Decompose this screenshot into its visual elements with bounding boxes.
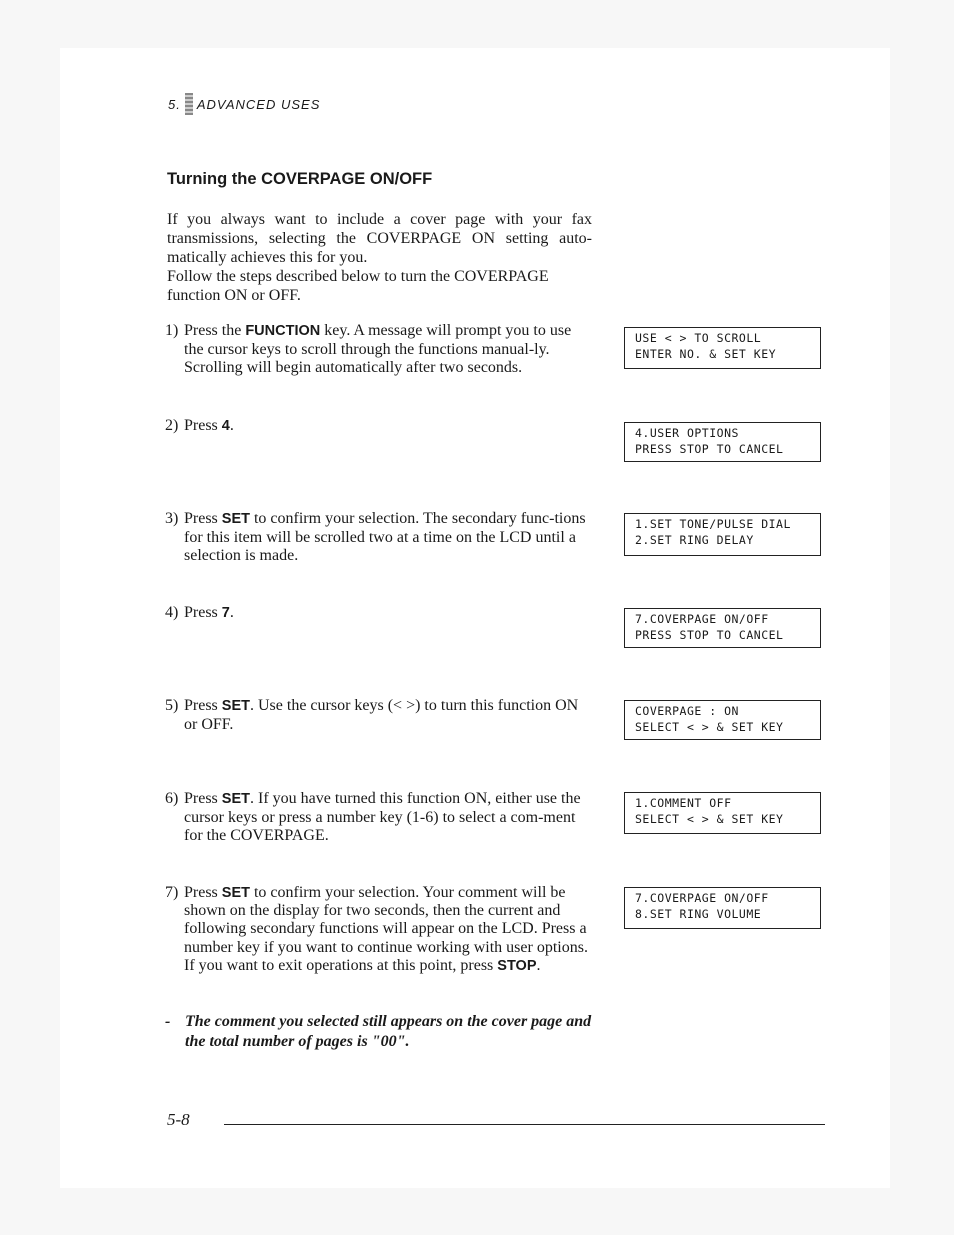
lcd-line-1: 1.COMMENT OFF (635, 796, 732, 810)
key-name: SET (221, 791, 250, 807)
step-number: 3) (165, 510, 179, 527)
lcd-line-2: ENTER NO. & SET KEY (635, 347, 777, 361)
key-name: FUNCTION (245, 323, 321, 339)
lcd-display-4 (624, 608, 821, 648)
step-text: Press the FUNCTION key. A message will prompt you to use the cursor keys to scroll through the functions manual-ly. Scrolling will begin automatically after two seconds. (184, 322, 572, 376)
step-1 (165, 322, 593, 378)
lcd-display-7 (624, 887, 821, 929)
step-7 (165, 884, 593, 975)
step-text: Press SET to confirm your selection. Your comment will be shown on the display for two seconds, then the current and following secondary functions will appear on the LCD. Press a number key if you want to continue working with user options. If you want to exit operations at this point, press STOP. (184, 884, 588, 974)
lcd-line-1: 4.USER OPTIONS (635, 426, 739, 440)
note (165, 1012, 595, 1052)
page-number: 5-8 (167, 1110, 190, 1129)
lcd-display-6 (624, 792, 821, 834)
step-number: 4) (165, 604, 179, 621)
step-text: Press 4. (184, 417, 234, 434)
intro-paragraph-1: If you always want to include a cover page with your fax transmissions, selecting the COVERPAGE ON setting auto-matically achieves this for you. (167, 211, 592, 266)
step-number: 1) (165, 322, 179, 339)
key-name: SET (221, 698, 250, 714)
chapter-title: ADVANCED USES (196, 96, 321, 112)
step-6 (165, 790, 593, 846)
lcd-line-2: PRESS STOP TO CANCEL (635, 628, 784, 642)
key-name: SET (221, 885, 250, 901)
lcd-line-2: PRESS STOP TO CANCEL (635, 442, 784, 456)
key-name: 7 (221, 605, 230, 621)
lcd-display-2 (624, 422, 821, 462)
lcd-line-1: COVERPAGE : ON (635, 704, 739, 718)
step-text: Press SET. Use the cursor keys (< >) to turn this function ON or OFF. (184, 697, 579, 733)
lcd-display-1 (624, 327, 821, 369)
step-text: Press 7. (184, 604, 234, 621)
lcd-line-2: 2.SET RING DELAY (635, 533, 754, 547)
step-number: 6) (165, 790, 179, 807)
lcd-line-1: USE < > TO SCROLL (635, 331, 762, 345)
chapter-number: 5. (168, 96, 181, 112)
section-title: Turning the COVERPAGE ON/OFF (167, 170, 433, 188)
lcd-line-2: SELECT < > & SET KEY (635, 720, 784, 734)
step-3 (165, 510, 593, 566)
lcd-display-5 (624, 700, 821, 740)
lcd-line-2: SELECT < > & SET KEY (635, 812, 784, 826)
lcd-display-3 (624, 513, 821, 556)
lcd-line-2: 8.SET RING VOLUME (635, 907, 762, 921)
note-text: The comment you selected still appears on the cover page and the total number of pages is "00". (185, 1013, 592, 1050)
running-header (168, 92, 320, 116)
step-5 (165, 697, 593, 734)
lcd-line-1: 1.SET TONE/PULSE DIAL (635, 517, 791, 531)
key-name: 4 (221, 418, 230, 434)
key-name: SET (221, 511, 250, 527)
step-number: 7) (165, 884, 179, 901)
footer-rule (224, 1124, 825, 1125)
step-number: 2) (165, 417, 179, 434)
step-2 (165, 417, 593, 436)
key-name: STOP (497, 957, 537, 974)
chapter-tab-marker (185, 93, 193, 115)
step-number: 5) (165, 697, 179, 714)
step-text: Press SET. If you have turned this function ON, either use the cursor keys or press a number key (1-6) to select a com-ment for the COVERPAGE. (184, 790, 581, 844)
lcd-line-1: 7.COVERPAGE ON/OFF (635, 612, 769, 626)
intro-text (167, 210, 592, 305)
note-dash: - (165, 1013, 171, 1030)
lcd-line-1: 7.COVERPAGE ON/OFF (635, 891, 769, 905)
step-text: Press SET to confirm your selection. The secondary func-tions for this item will be scrolled two at a time on the LCD until a selection is made. (184, 510, 586, 564)
step-4 (165, 604, 593, 623)
intro-paragraph-2: Follow the steps described below to turn the COVERPAGE function ON or OFF. (167, 268, 549, 304)
